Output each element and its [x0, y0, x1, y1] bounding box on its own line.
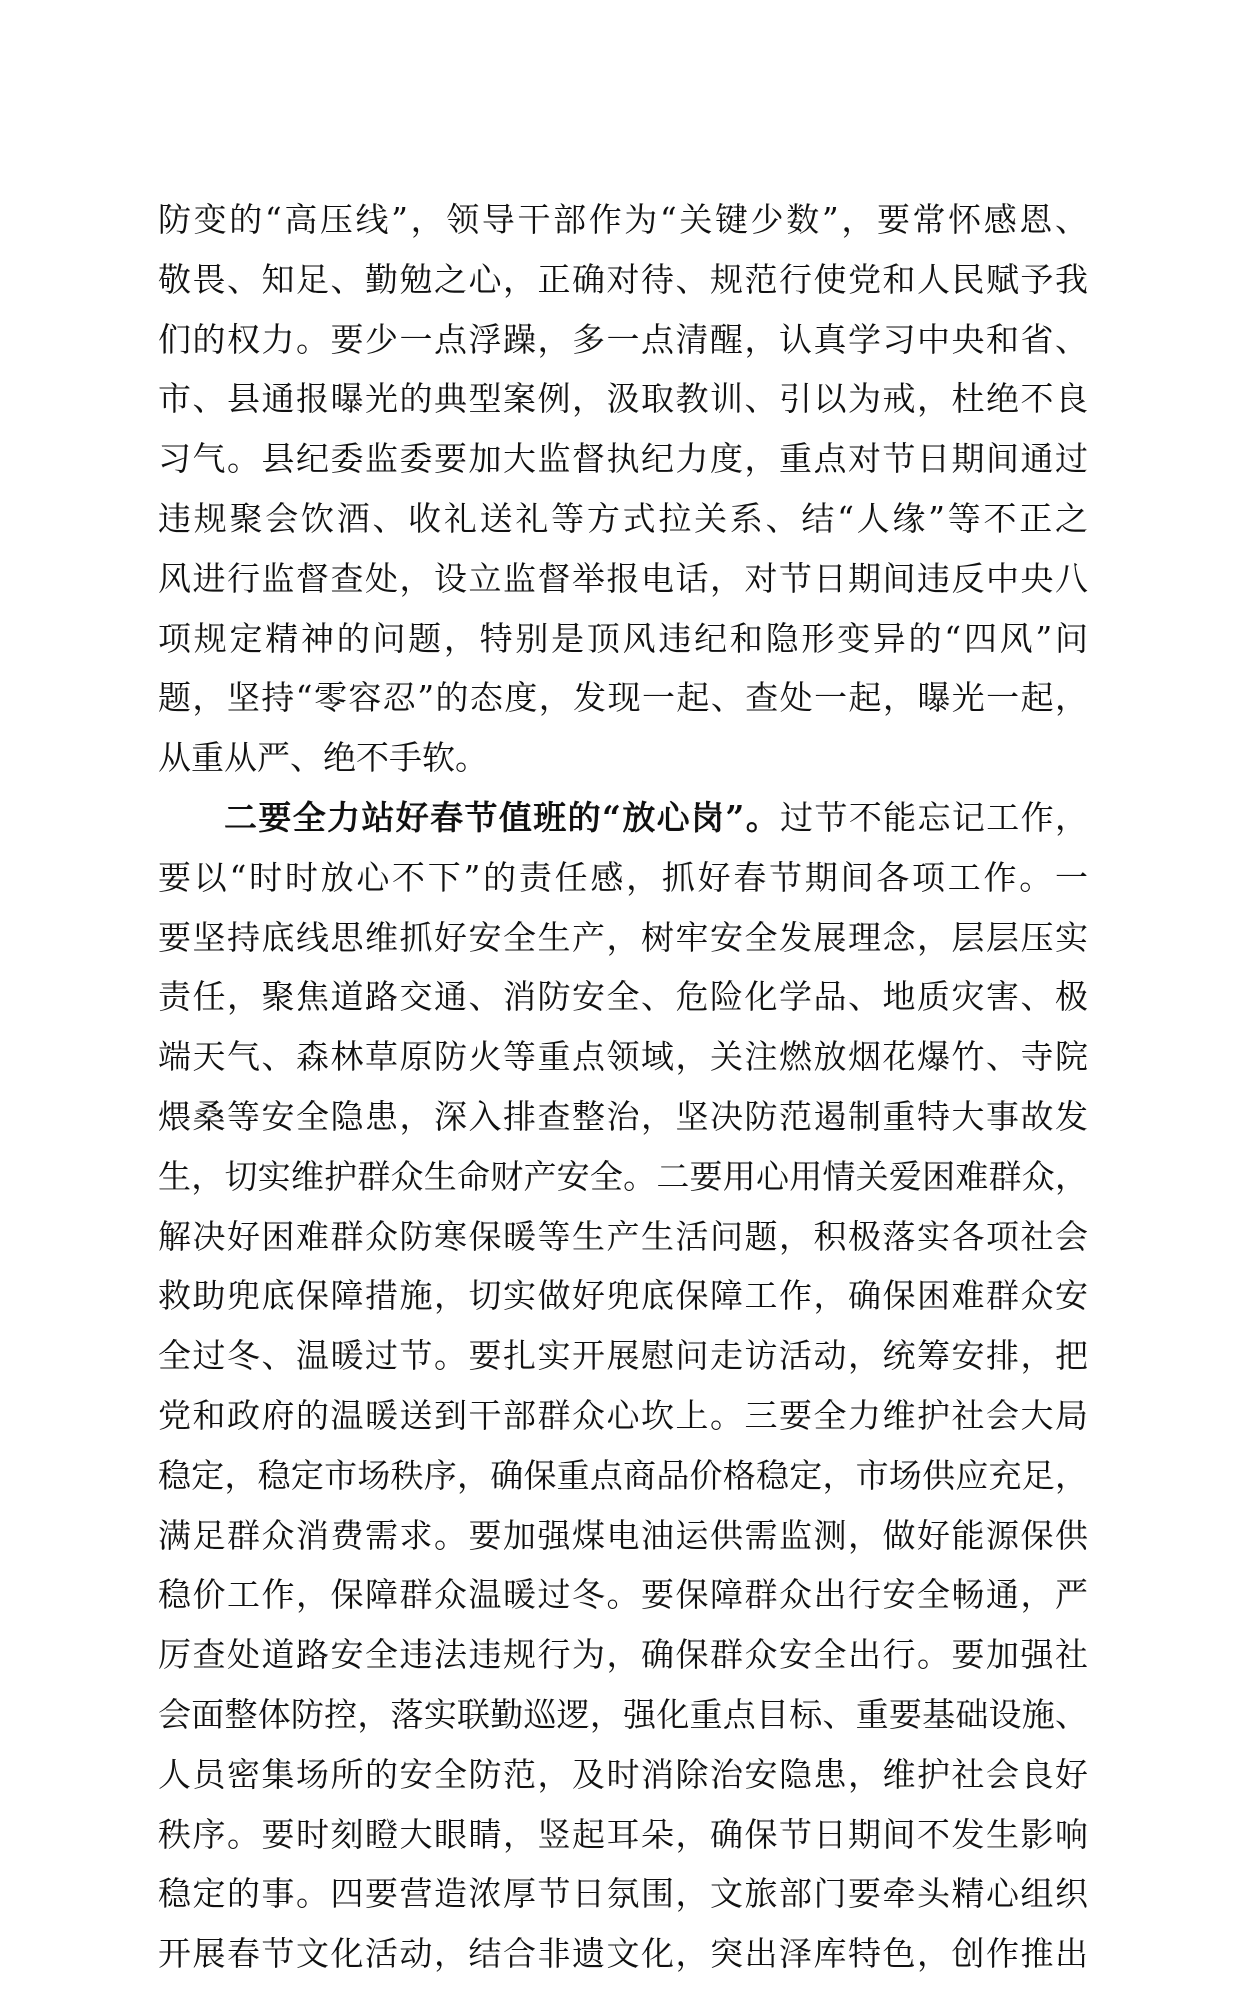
paragraph-line: 防变的“高压线”，领导干部作为“关键少数”，要常怀感恩、	[158, 200, 1088, 239]
paragraph-line: 煨桑等安全隐患，深入排查整治，坚决防范遏制重特大事故发	[158, 1096, 1088, 1136]
paragraph-line: 责任，聚焦道路交通、消防安全、危险化学品、地质灾害、极	[158, 977, 1088, 1017]
paragraph-line: 要以“时时放心不下”的责任感，抓好春节期间各项工作。一	[158, 857, 1088, 897]
paragraph-line: 习气。县纪委监委要加大监督执纪力度，重点对节日期间通过	[158, 439, 1088, 479]
paragraph-line: 端天气、森林草原防火等重点领域，关注燃放烟花爆竹、寺院	[158, 1037, 1088, 1077]
paragraph-line: 稳价工作，保障群众温暖过冬。要保障群众出行安全畅通，严	[158, 1575, 1088, 1615]
paragraph-line: 厉查处道路安全违法违规行为，确保群众安全出行。要加强社	[158, 1635, 1088, 1675]
paragraph-line: 生，切实维护群众生命财产安全。二要用心用情关爱困难群众，	[158, 1156, 1088, 1196]
paragraph-line: 敬畏、知足、勤勉之心，正确对待、规范行使党和人民赋予我	[158, 259, 1088, 299]
paragraph-line: 风进行监督查处，设立监督举报电话，对节日期间违反中央八	[158, 558, 1088, 598]
paragraph-line: 要坚持底线思维抓好安全生产，树牢安全发展理念，层层压实	[158, 917, 1088, 957]
paragraph-line: 会面整体防控，落实联勤巡逻，强化重点目标、重要基础设施、	[158, 1694, 1088, 1734]
paragraph-line: 秩序。要时刻瞪大眼睛，竖起耳朵，确保节日期间不发生影响	[158, 1814, 1088, 1854]
paragraph-line: 满足群众消费需求。要加强煤电油运供需监测，做好能源保供	[158, 1515, 1088, 1555]
paragraph-line: 党和政府的温暖送到干部群众心坎上。三要全力维护社会大局	[158, 1395, 1088, 1435]
paragraph-line: 稳定的事。四要营造浓厚节日氛围，文旅部门要牵头精心组织	[158, 1874, 1088, 1914]
document-body	[158, 200, 1088, 1994]
paragraph-line: 人员密集场所的安全防范，及时消除治安隐患，维护社会良好	[158, 1754, 1088, 1794]
paragraph-line: 救助兜底保障措施，切实做好兜底保障工作，确保困难群众安	[158, 1276, 1088, 1316]
section-heading-line	[158, 798, 1088, 838]
paragraph-line: 稳定，稳定市场秩序，确保重点商品价格稳定，市场供应充足，	[158, 1455, 1088, 1495]
section-heading: 二要全力站好春节值班的“放心岗”。	[224, 797, 781, 837]
paragraph-line: 项规定精神的问题，特别是顶风违纪和隐形变异的“四风”问	[158, 618, 1088, 658]
paragraph-line: 题，坚持“零容忍”的态度，发现一起、查处一起，曝光一起，	[158, 678, 1088, 718]
paragraph-line: 解决好困难群众防寒保暖等生产生活问题，积极落实各项社会	[158, 1216, 1088, 1256]
paragraph-line: 们的权力。要少一点浮躁，多一点清醒，认真学习中央和省、	[158, 319, 1088, 359]
paragraph-line: 开展春节文化活动，结合非遗文化，突出泽库特色，创作推出	[158, 1934, 1088, 1974]
paragraph-line: 从重从严、绝不手软。	[158, 738, 488, 778]
section-heading-continuation: 过节不能忘记工作，	[780, 797, 1088, 837]
paragraph-line: 全过冬、温暖过节。要扎实开展慰问走访活动，统筹安排，把	[158, 1336, 1088, 1376]
paragraph-line: 市、县通报曝光的典型案例，汲取教训、引以为戒，杜绝不良	[158, 379, 1088, 419]
paragraph-line: 违规聚会饮酒、收礼送礼等方式拉关系、结“人缘”等不正之	[158, 498, 1088, 538]
